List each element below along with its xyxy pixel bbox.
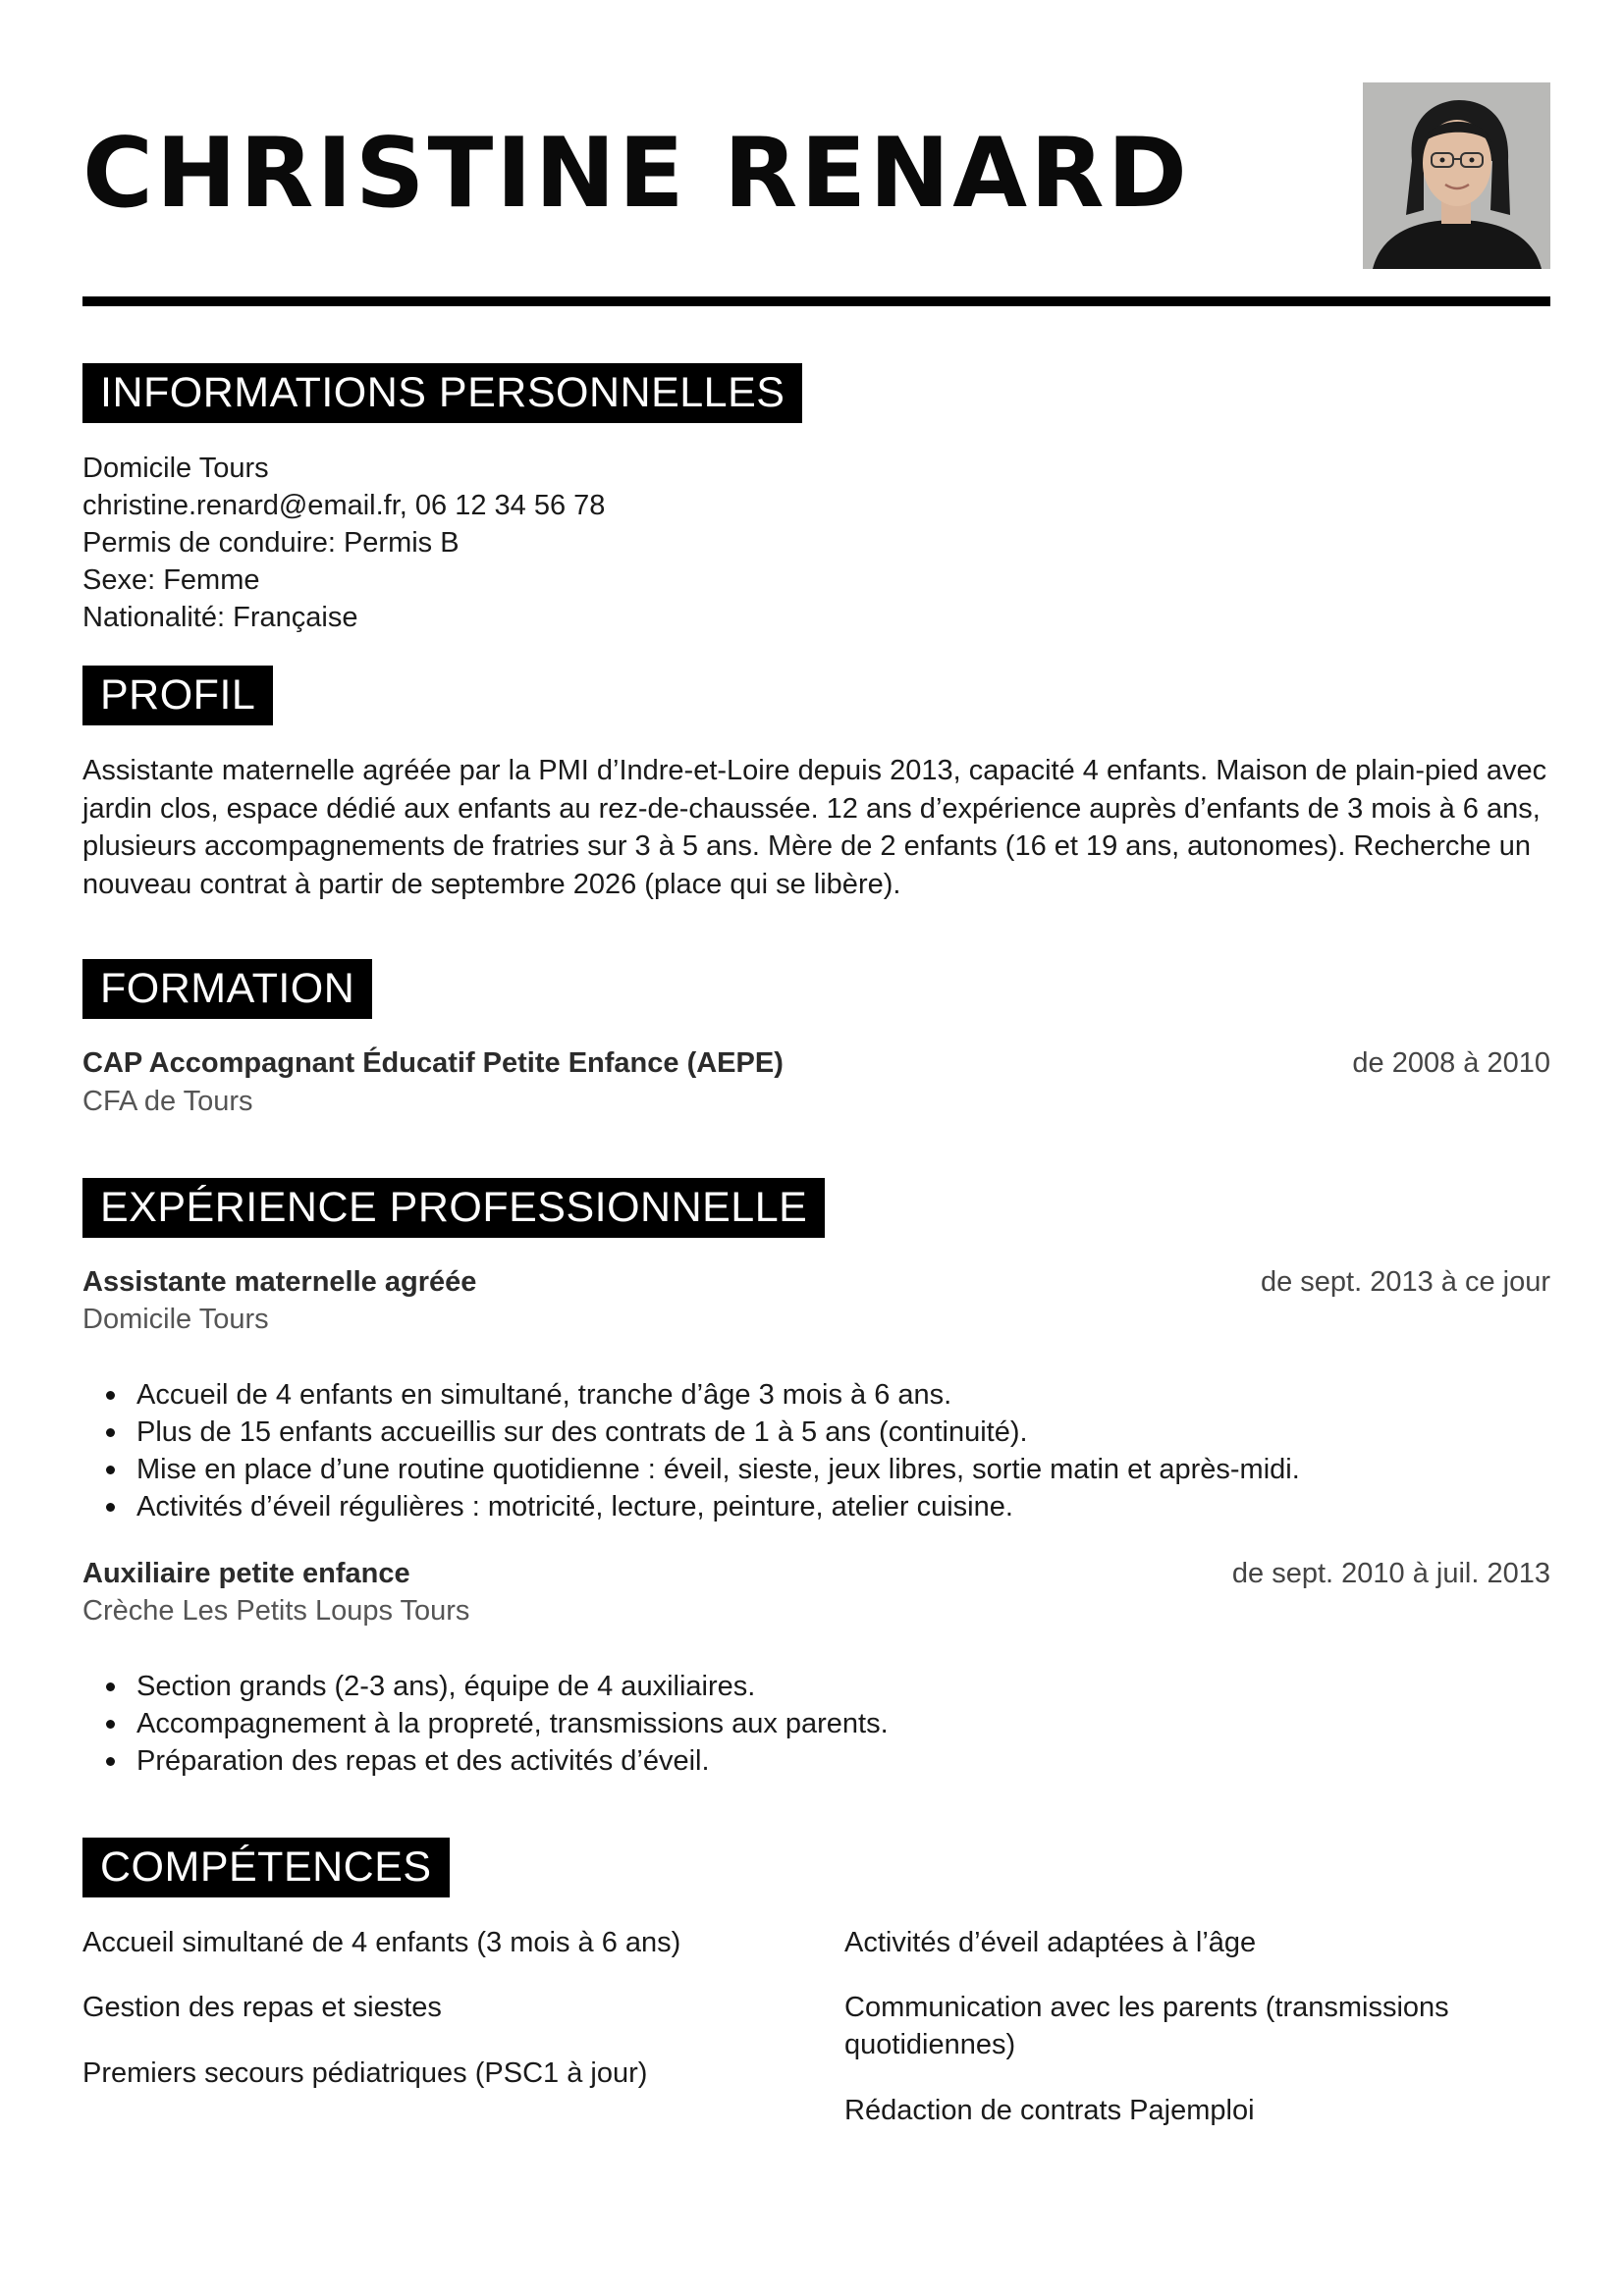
- education-title: CAP Accompagnant Éducatif Petite Enfance (AEPE): [82, 1047, 784, 1079]
- skill-item: Accueil simultané de 4 enfants (3 mois à 6 ans): [82, 1927, 681, 1958]
- experience-2-bullets: [82, 1668, 889, 1780]
- list-item: Mise en place d’une routine quotidienne : éveil, sieste, jeux libres, sortie matin et après-midi.: [82, 1451, 1300, 1488]
- candidate-name: CHRISTINE RENARD: [82, 118, 1190, 230]
- personal-contact: christine.renard@email.fr, 06 12 34 56 78: [82, 490, 606, 521]
- skill-item: Premiers secours pédiatriques (PSC1 à jour): [82, 2057, 648, 2089]
- experience-1-title: Assistante maternelle agréée: [82, 1266, 477, 1298]
- personal-license: Permis de conduire: Permis B: [82, 527, 460, 559]
- section-title-education: FORMATION: [82, 959, 372, 1019]
- list-item: Accueil de 4 enfants en simultané, tranche d’âge 3 mois à 6 ans.: [82, 1376, 1300, 1414]
- experience-2-title: Auxiliaire petite enfance: [82, 1558, 410, 1589]
- profile-photo: [1363, 82, 1550, 269]
- list-item: Préparation des repas et des activités d’éveil.: [82, 1742, 889, 1780]
- education-date: de 2008 à 2010: [1352, 1047, 1550, 1079]
- section-title-experience: EXPÉRIENCE PROFESSIONNELLE: [82, 1178, 825, 1238]
- section-title-skills: COMPÉTENCES: [82, 1838, 450, 1897]
- personal-nationality: Nationalité: Française: [82, 602, 358, 633]
- education-school: CFA de Tours: [82, 1086, 253, 1117]
- skill-item: Gestion des repas et siestes: [82, 1992, 442, 2023]
- personal-location: Domicile Tours: [82, 453, 269, 484]
- section-title-profile: PROFIL: [82, 666, 273, 725]
- header-divider: [82, 296, 1550, 306]
- experience-2-place: Crèche Les Petits Loups Tours: [82, 1595, 470, 1627]
- experience-2-date: de sept. 2010 à juil. 2013: [1231, 1558, 1550, 1589]
- skill-item: Activités d’éveil adaptées à l’âge: [844, 1927, 1257, 1958]
- personal-gender: Sexe: Femme: [82, 564, 260, 596]
- section-title-personal: INFORMATIONS PERSONNELLES: [82, 363, 802, 423]
- experience-1-place: Domicile Tours: [82, 1304, 269, 1335]
- profile-text: Assistante maternelle agréée par la PMI d’Indre-et-Loire depuis 2013, capacité 4 enfants. Maison de plain-pied avec jardin clos, espace dédié aux enfants au rez-de-chaussée. 12 ans d’expérience auprès d’enfants de 3 mois à 6 ans, plusieurs accompagnements de fratries sur 3 à 5 ans. Mère de 2 enfants (16 et 19 ans, autonomes). Recherche un nouveau contrat à partir de septembre 2026 (place qui se libère).: [82, 755, 1547, 900]
- experience-1-date: de sept. 2013 à ce jour: [1260, 1266, 1550, 1298]
- list-item: Section grands (2-3 ans), équipe de 4 auxiliaires.: [82, 1668, 889, 1705]
- list-item: Accompagnement à la propreté, transmissions aux parents.: [82, 1705, 889, 1742]
- experience-1-bullets: [82, 1376, 1300, 1525]
- skill-item: Rédaction de contrats Pajemploi: [844, 2095, 1255, 2126]
- list-item: Plus de 15 enfants accueillis sur des contrats de 1 à 5 ans (continuité).: [82, 1414, 1300, 1451]
- list-item: Activités d’éveil régulières : motricité, lecture, peinture, atelier cuisine.: [82, 1488, 1300, 1525]
- skill-item: Communication avec les parents (transmissions quotidiennes): [844, 1992, 1449, 2060]
